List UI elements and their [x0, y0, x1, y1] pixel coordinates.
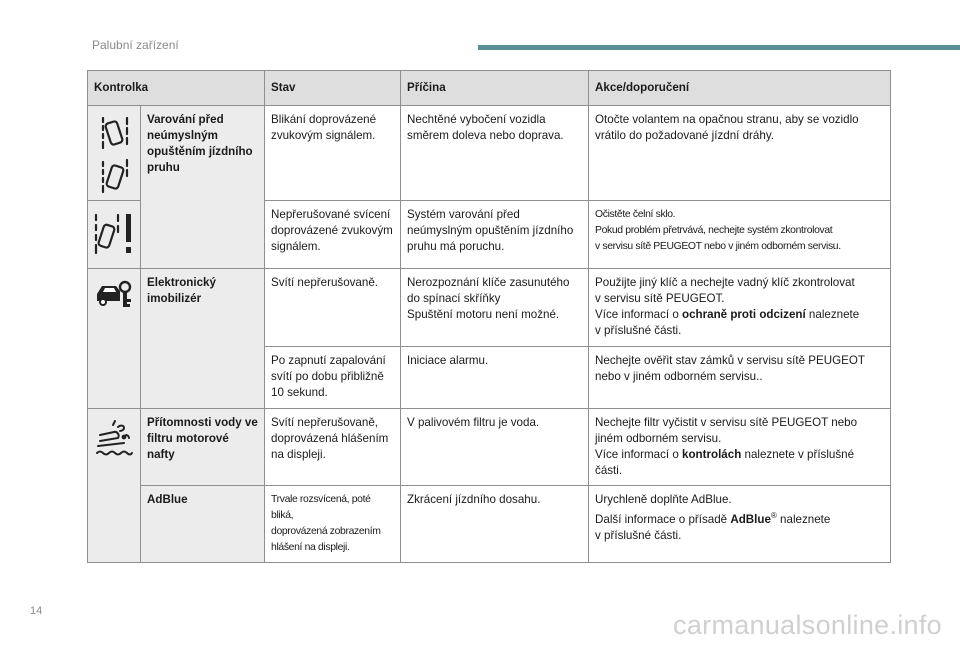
icon-cell	[88, 269, 141, 409]
action-line	[595, 447, 884, 463]
icon-cell	[88, 106, 141, 201]
action-line: v příslušné části.	[595, 324, 682, 337]
action-line: Nechejte filtr vyčistit v servisu sítě PEUGEOT nebo	[595, 416, 858, 429]
cause-cell: V palivovém filtru je voda.	[401, 409, 589, 486]
light-name-lane-departure: Varování před neúmyslným opuštěním jízdního pruhu	[141, 106, 265, 269]
cause-cell: Systém varování před neúmyslným opuštěním jízdního pruhu má poruchu.	[401, 201, 589, 269]
action-emphasis: AdBlue	[730, 512, 771, 526]
column-header-stav: Stav	[265, 71, 401, 106]
header-bar	[478, 45, 960, 50]
action-cell	[589, 409, 891, 486]
action-text: Další informace o přísadě	[595, 512, 731, 526]
table-row	[88, 106, 891, 201]
action-cell	[589, 201, 891, 269]
action-emphasis: ochraně proti odcizení	[682, 308, 806, 321]
action-line: Urychleně doplňte AdBlue.	[595, 493, 732, 506]
action-text: Více informací o	[595, 448, 683, 461]
state-cell: Svítí nepřerušovaně.	[265, 269, 401, 347]
action-line: jiném odborném servisu.	[595, 432, 722, 445]
cause-line: do spínací skříňky	[407, 292, 501, 305]
cause-line: Nerozpoznání klíče zasunutého	[407, 276, 570, 289]
action-line	[595, 307, 884, 323]
column-header-akce: Akce/doporučení	[589, 71, 891, 106]
action-line: Pokud problém přetrvává, nechejte systém zkontrolovat	[595, 225, 833, 236]
state-cell	[265, 486, 401, 563]
state-cell: Blikání doprovázené zvukovým signálem.	[265, 106, 401, 201]
page-number: 14	[30, 605, 43, 617]
action-cell: Otočte volantem na opačnou stranu, aby se vozidlo vrátilo do požadované jízdní dráhy.	[589, 106, 891, 201]
action-cell	[589, 486, 891, 563]
cause-cell: Zkrácení jízdního dosahu.	[401, 486, 589, 563]
light-name-water-in-diesel: Přítomnosti vody ve filtru motorové nafty	[141, 409, 265, 486]
action-cell: Nechejte ověřit stav zámků v servisu sítě PEUGEOT nebo v jiném odborném servisu..	[589, 347, 891, 409]
state-line: hlášení na displeji.	[271, 542, 350, 553]
state-line: doprovázená zobrazením	[271, 526, 381, 537]
action-line: Použijte jiný klíč a nechejte vadný klíč zkontrolovat	[595, 276, 855, 289]
action-text: naleznete	[805, 308, 860, 321]
action-cell	[589, 269, 891, 347]
action-line: části.	[595, 464, 623, 477]
state-cell: Nepřerušované svícení doprovázené zvukovým signálem.	[265, 201, 401, 269]
cause-cell: Iniciace alarmu.	[401, 347, 589, 409]
lane-departure-icon	[97, 116, 131, 194]
table-header-row	[88, 71, 891, 106]
state-line: svítí po dobu přibližně	[271, 370, 384, 383]
immobilizer-icon	[94, 279, 134, 309]
registered-mark: ®	[770, 511, 777, 520]
water-in-diesel-icon	[94, 419, 134, 457]
cause-line: Spuštění motoru není možné.	[407, 308, 560, 321]
column-header-kontrolka: Kontrolka	[88, 71, 265, 106]
warning-lights-table	[87, 70, 891, 563]
light-name-immobilizer: Elektronický imobilizér	[141, 269, 265, 409]
table-row	[88, 409, 891, 486]
action-text: Více informací o	[595, 308, 683, 321]
state-cell: Svítí nepřerušovaně, doprovázená hlášením na displeji.	[265, 409, 401, 486]
cause-cell: Nechtěné vybočení vozidla směrem doleva nebo doprava.	[401, 106, 589, 201]
table-row	[88, 486, 891, 563]
action-line: v příslušné části.	[595, 528, 682, 542]
icon-cell	[88, 409, 141, 563]
state-line: Trvale rozsvícená, poté bliká,	[271, 494, 371, 521]
action-text: naleznete	[776, 512, 831, 526]
cause-cell	[401, 269, 589, 347]
state-line: Po zapnutí zapalování	[271, 354, 386, 367]
watermark: carmanualsonline.info	[673, 610, 942, 640]
action-line: Očistěte čelní sklo.	[595, 209, 676, 220]
section-title: Palubní zařízení	[92, 38, 179, 52]
column-header-pricina: Příčina	[401, 71, 589, 106]
table-row	[88, 269, 891, 347]
action-emphasis: kontrolách	[682, 448, 742, 461]
light-name-adblue: AdBlue	[141, 486, 265, 563]
lane-departure-fault-icon	[92, 211, 136, 257]
action-line: v servisu sítě PEUGEOT.	[595, 292, 725, 305]
action-line	[595, 508, 884, 528]
state-line: 10 sekund.	[271, 386, 328, 399]
icon-cell	[88, 201, 141, 269]
state-cell	[265, 347, 401, 409]
action-line: v servisu sítě PEUGEOT nebo v jiném odborném servisu.	[595, 241, 841, 252]
action-text: naleznete v příslušné	[741, 448, 855, 461]
